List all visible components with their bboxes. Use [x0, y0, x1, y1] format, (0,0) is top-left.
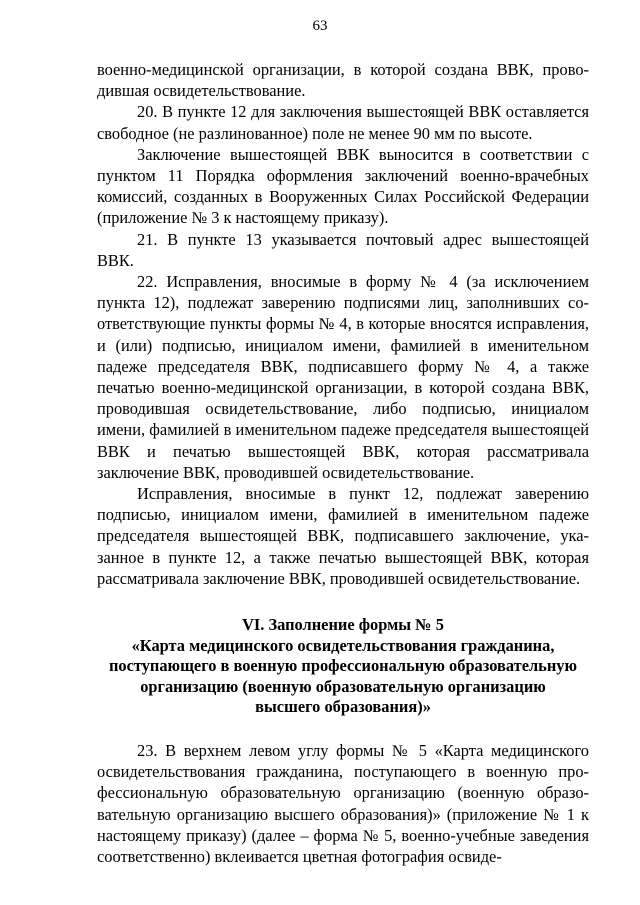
section-heading-line: высшего образования)»	[255, 697, 431, 717]
section-heading-line: VI. Заполнение формы № 5	[242, 615, 444, 635]
paragraph-continuation: военно-медицинской организации, в которой создана ВВК, проводившая освидетельствование.	[97, 60, 589, 101]
paragraph-higher-vvk-conclusion: Заключение вышестоящей ВВК выносится в соответствии с пунктом 11 Порядка оформления заключений военно-врачебных комиссий, созданных в Вооруженных Силах Российской Федерации (приложение № 3 к настоящему приказу).	[97, 144, 589, 228]
paragraph-item-23: 23. В верхнем левом углу формы № 5 «Карта медицинского освидетельствования гражданина, поступающего в военную профессиональную образовательную организацию (военную образовательную организацию высшего образования)» (приложение № 1 к настоящему приказу) (далее – форма № 5, военно-учебные заведения соответственно) вклеивается цветная фотография освиде-	[97, 741, 589, 867]
section-heading-line: организацию (военную образовательную организацию	[140, 676, 546, 696]
section-heading-line: «Карта медицинского освидетельствования гражданина,	[131, 635, 555, 655]
paragraph-item-22: 22. Исправления, вносимые в форму № 4 (за исключением пункта 12), подлежат заверению подписями лиц, заполнивших соответствующие пункты формы № 4, в которые вносятся исправления, и (или) подписью, инициалом имени, фамилией в именительном падеже председателя ВВК, подписавшего форму № 4, а также печатью военно-медицинской организации, в которой создана ВВК, проводившая освидетельствование, либо подписью, инициалом имени, фамилией в именительном падеже председателя вышестоящей ВВК и печатью вышестоящей ВВК, которая рассматривала заключение ВВК, проводившей освидетельствование.	[97, 272, 589, 482]
document-body	[97, 59, 589, 867]
paragraph-item-21: 21. В пункте 13 указывается почтовый адрес вышестоящей ВВК.	[97, 229, 589, 270]
paragraph-corrections-item-12: Исправления, вносимые в пункт 12, подлежат заверению подписью, инициалом имени, фамилией в именительном падеже председателя вышестоящей ВВК, подписавшего заключение, указанное в пункте 12, а также печатью вышестоящей ВВК, которая рассматривала заключение ВВК, проводившей освидетельствование.	[97, 484, 589, 588]
section-heading	[97, 615, 589, 718]
page-number: 63	[312, 18, 328, 34]
section-heading-line: поступающего в военную профессиональную образовательную	[108, 656, 578, 676]
paragraph-item-20: 20. В пункте 12 для заключения вышестоящей ВВК оставляется свободное (не разлинованное) поле не менее 90 мм по высоте.	[97, 102, 589, 143]
